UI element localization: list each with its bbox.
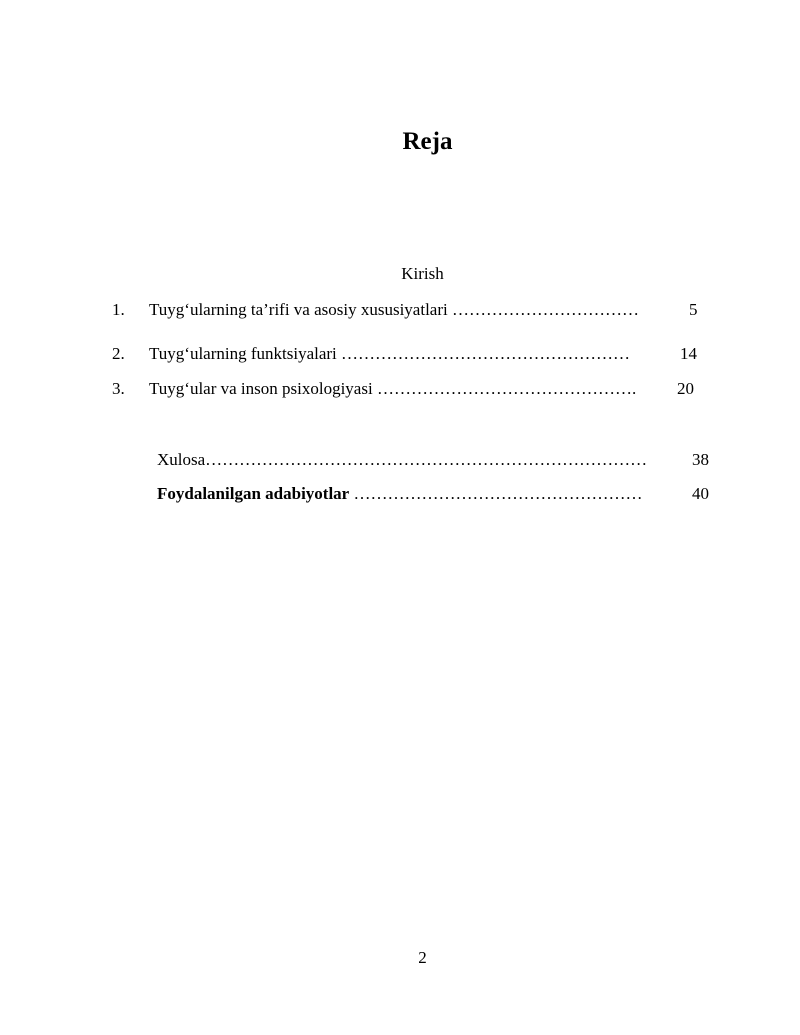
toc-entry-title: Tuyg‘ularning funktsiyalari [149, 344, 337, 363]
page-title: Reja [402, 128, 453, 155]
toc-entry-number: 1. [112, 300, 125, 319]
toc-entry-page: 38 [692, 450, 709, 469]
toc-entry-title: Xulosa [157, 450, 206, 469]
toc-entry-leader: …………………………………………… [336, 344, 631, 363]
toc-entry-number: 3. [112, 379, 125, 398]
toc-entry-leader: …………………………………………………………………… [205, 450, 648, 469]
toc-entry-leader: ………………………………………. [372, 379, 637, 398]
toc-entry-text [149, 298, 639, 322]
toc-entry-leader: …………………………………………… [349, 484, 643, 503]
toc-entry-text [157, 482, 642, 506]
toc-entry-title: Tuyg‘ular va inson psixologiyasi [149, 379, 373, 398]
toc-entry-text [149, 377, 636, 401]
toc-entry-text [157, 448, 647, 472]
toc-entry-page: 20 [677, 379, 694, 398]
toc-entry-text [149, 342, 630, 366]
toc-entry-leader: …………………………… [447, 300, 639, 319]
toc-entry-title: Foydalanilgan adabiyotlar [157, 484, 350, 503]
toc-intro-heading: Kirish [401, 264, 444, 283]
toc-entry-number: 2. [112, 344, 125, 363]
toc-entry-page: 14 [680, 344, 697, 363]
toc-entry-page: 40 [692, 484, 709, 503]
page-number: 2 [418, 948, 427, 967]
toc-entry-page: 5 [689, 300, 698, 319]
toc-entry-title: Tuyg‘ularning ta’rifi va asosiy xususiyatlari [149, 300, 448, 319]
